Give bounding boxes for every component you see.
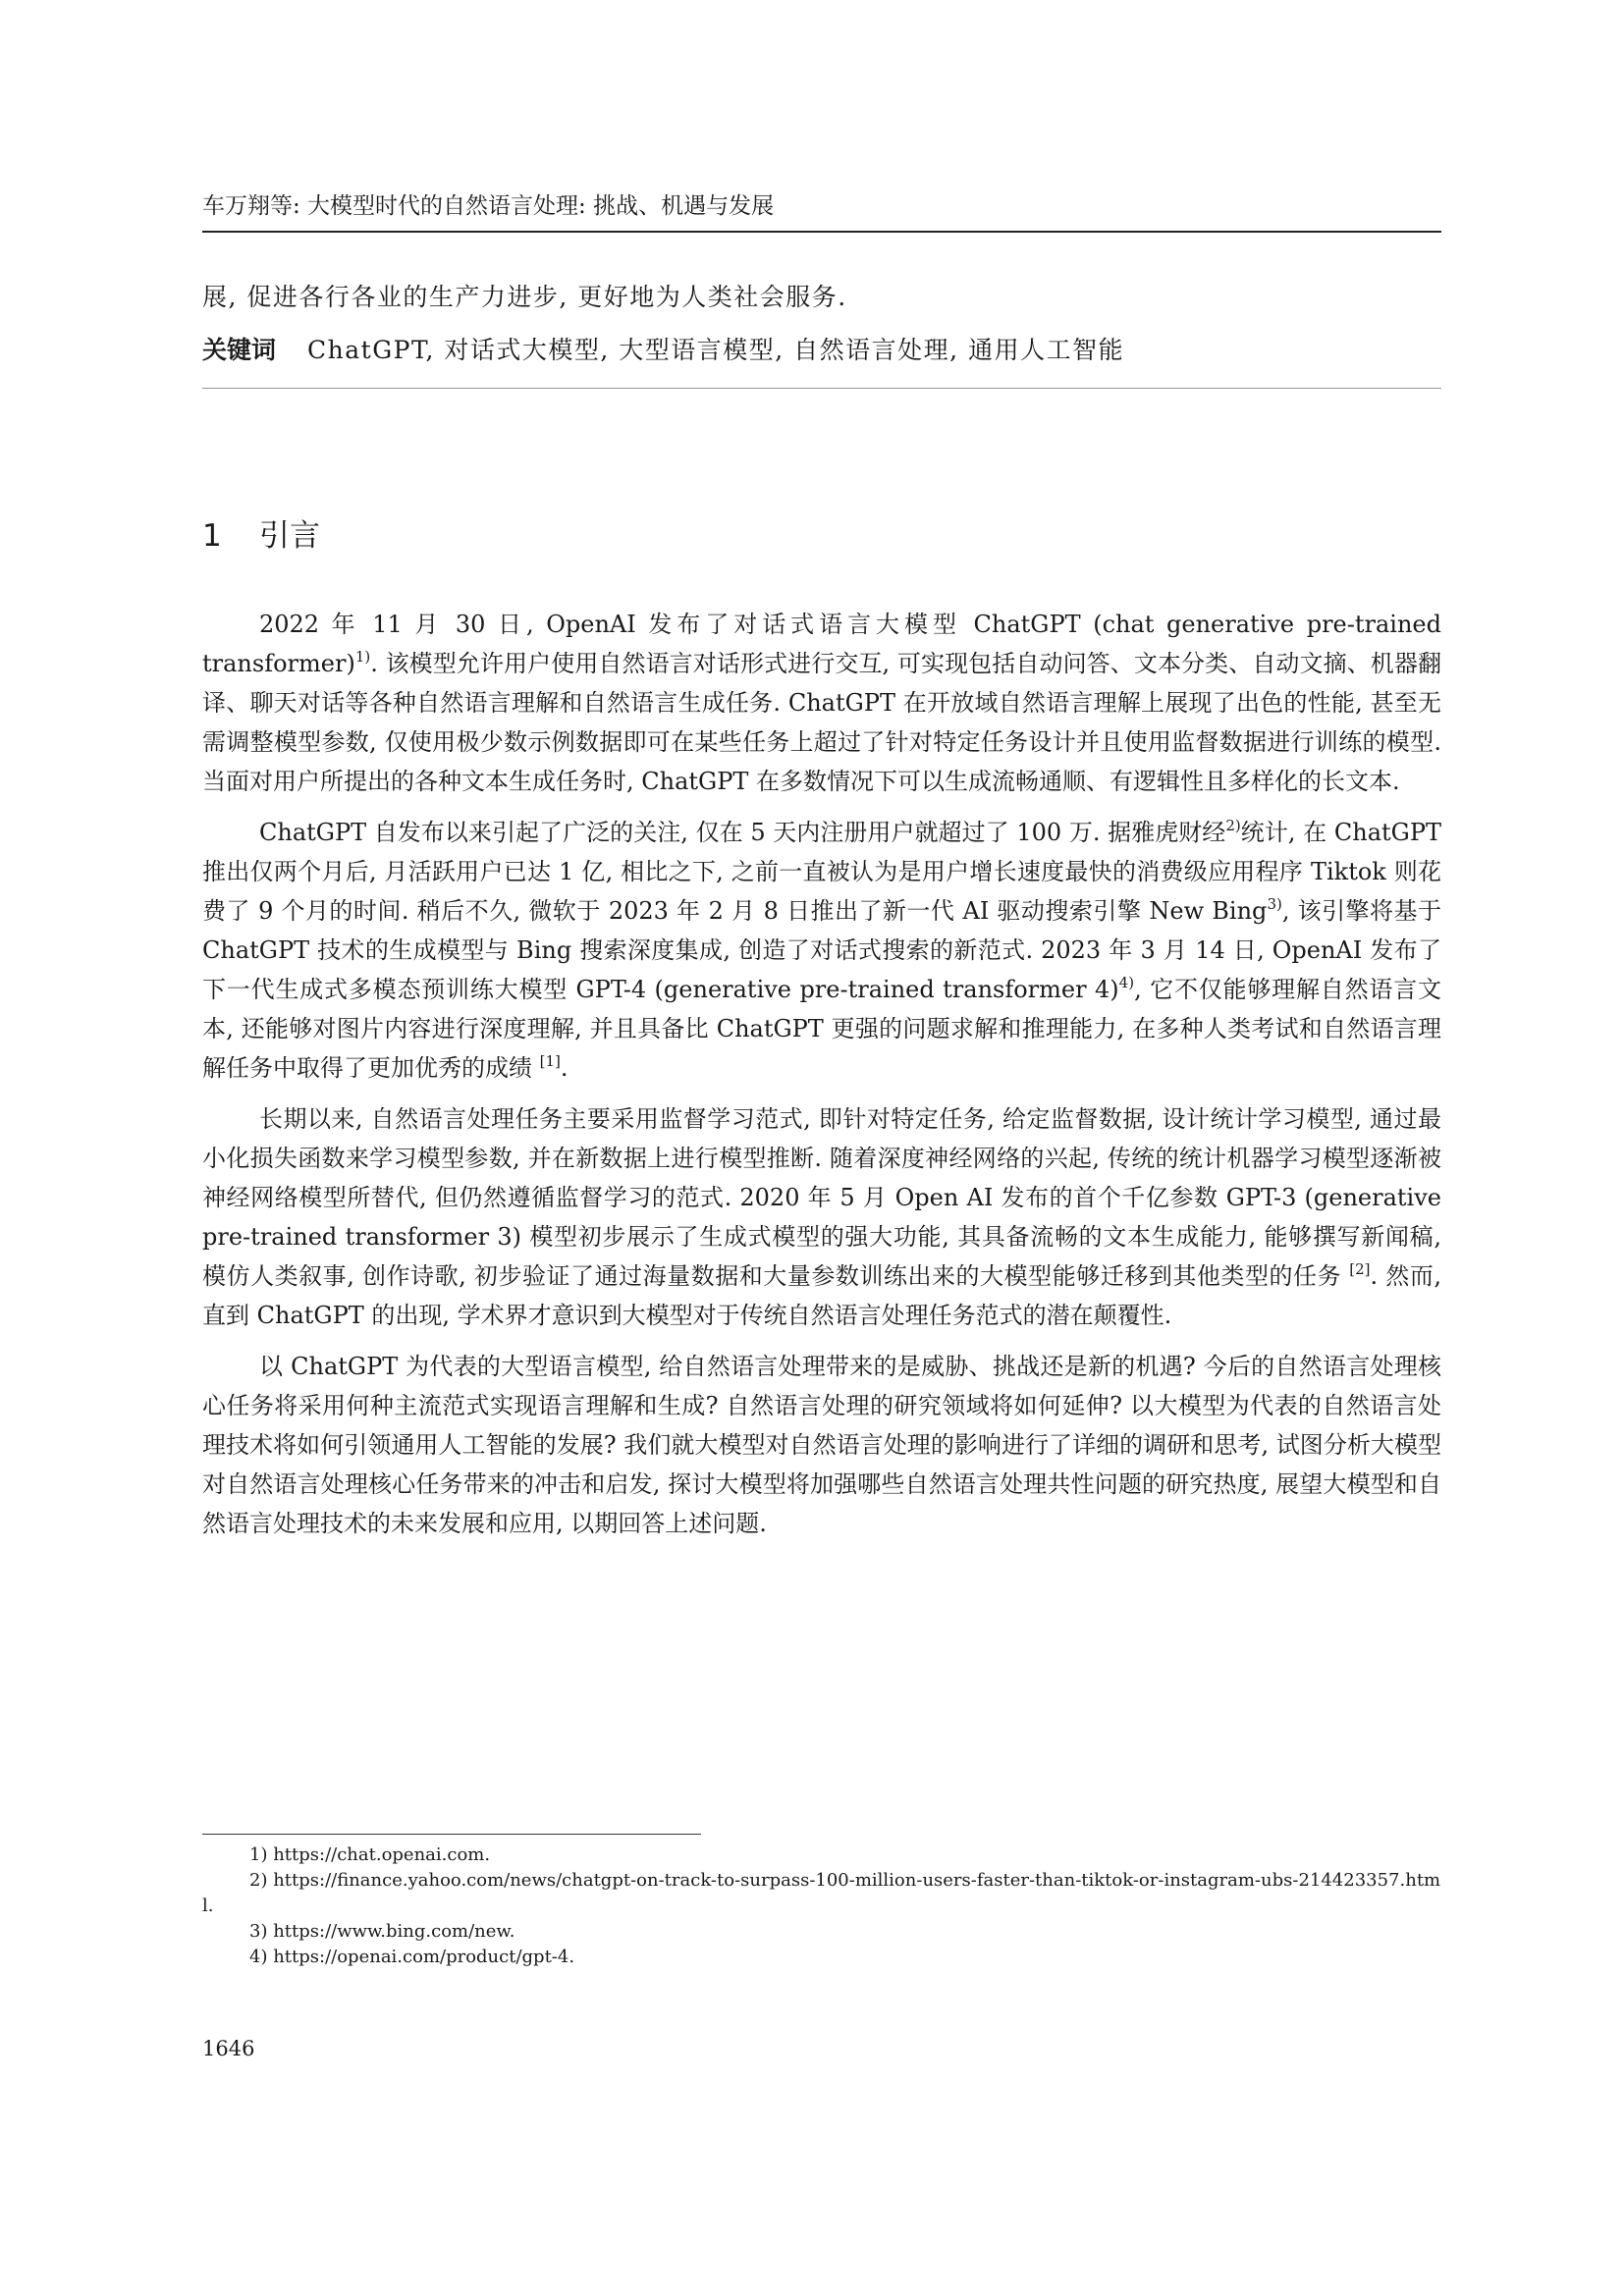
body-text — [202, 605, 1441, 1555]
footnote-4: 4) https://openai.com/product/gpt-4. — [249, 1947, 575, 1967]
section-heading — [202, 516, 320, 556]
citation-1: [1] — [539, 1052, 561, 1070]
section-number: 1 — [202, 518, 222, 554]
paragraph-1: 2022 年 11 月 30 日, OpenAI 发布了对话式语言大模型 ChatGPT (chat generative pre-trained transformer)$^{1)}$. 该模型允许用户使用自然语言对话形式进行交互, 可实现包括自动问答、文本分类、自动文摘、机器翻译、聊天对话等各种自然语言理解和自然语言生成任务. ChatGPT 在开放域自然语言理解上展现了出色的性能, 甚至无需调整模型参数, 仅使用极少数示例数据即可在某些任务上超过了针对特定任务设计并且使用监督数据进行训练的模型. 当面对用户所提出的各种文本生成任务时, ChatGPT 在多数情况下可以生成流畅通顺、有逻辑性且多样化的长文本. — [202, 611, 1441, 795]
footnote-rule — [202, 1834, 701, 1835]
header-rule — [202, 231, 1441, 233]
keywords-label: 关键词 — [202, 336, 277, 364]
keywords-line — [202, 333, 1441, 368]
running-head: 车万翔等: 大模型时代的自然语言处理: 挑战、机遇与发展 — [202, 193, 775, 219]
keywords-text: ChatGPT, 对话式大模型, 大型语言模型, 自然语言处理, 通用人工智能 — [307, 336, 1125, 364]
paragraph-2: ChatGPT 自发布以来引起了广泛的关注, 仅在 5 天内注册用户就超过了 100 万. 据雅虎财经$^{2)}$统计, 在 ChatGPT 推出仅两个月后, 月活跃用户已达 1 亿, 相比之下, 之前一直被认为是用户增长速度最快的消费级应用程序 Tiktok 则花费了 9 个月的时间. 稍后不久, 微软于 2023 年 2 月 8 日推出了新一代 AI 驱动搜索引擎 New Bing$^{3)}$, 该引擎将基于 ChatGPT 技术的生成模型与 Bing 搜索深度集成, 创造了对话式搜索的新范式. 2023 年 3 月 14 日, OpenAI 发布了下一代生成式多模态预训练大模型 GPT-4 (generative pre-trained transformer 4)$^{4)}$, 它不仅能够理解自然语言文本, 还能够对图片内容进行深度理解, 并且具备比 ChatGPT 更强的问题求解和推理能力, 在多种人类考试和自然语言理解任务中取得了更加优秀的成绩 [1]. — [202, 817, 1442, 1082]
footnote-ref-1: 1) — [354, 648, 371, 666]
paper-page — [202, 0, 1441, 2296]
footnote-3: 3) https://www.bing.com/new. — [249, 1921, 515, 1942]
citation-2: [2] — [1349, 1260, 1371, 1278]
footnote-ref-4: 4) — [1118, 974, 1135, 991]
abstract-rule — [202, 388, 1441, 389]
page-number: 1646 — [202, 2037, 255, 2060]
abstract-tail: 展, 促进各行各业的生产力进步, 更好地为人类社会服务. — [202, 283, 847, 311]
paragraph-4: 以 ChatGPT 为代表的大型语言模型, 给自然语言处理带来的是威胁、挑战还是新的机遇? 今后的自然语言处理核心任务将采用何种主流范式实现语言理解和生成? 自然语言处理的研究领域将如何延伸? 以大模型为代表的自然语言处理技术将如何引领通用人工智能的发展? 我们就大模型对自然语言处理的影响进行了详细的调研和思考, 试图分析大模型对自然语言处理核心任务带来的冲击和启发, 探讨大模型将加强哪些自然语言处理共性问题的研究热度, 展望大模型和自然语言处理技术的未来发展和应用, 以期回答上述问题. — [202, 1353, 1441, 1537]
footnote-ref-2: 2) — [1225, 817, 1241, 834]
section-title: 引言 — [259, 518, 320, 554]
footnote-ref-3: 3) — [1267, 895, 1282, 913]
paragraph-3: 长期以来, 自然语言处理任务主要采用监督学习范式, 即针对特定任务, 给定监督数据, 设计统计学习模型, 通过最小化损失函数来学习模型参数, 并在新数据上进行模型推断. 随着深度神经网络的兴起, 传统的统计机器学习模型逐渐被神经网络模型所替代, 但仍然遵循监督学习的范式. 2020 年 5 月 Open AI 发布的首个千亿参数 GPT-3 (generative pre-trained transformer 3) 模型初步展示了生成式模型的强大功能, 其具备流畅的文本生成能力, 能够撰写新闻稿, 模仿人类叙事, 创作诗歌, 初步验证了通过海量数据和大量参数训练出来的大模型能够迁移到其他类型的任务 [2]. 然而, 直到 ChatGPT 的出现, 学术界才意识到大模型对于传统自然语言处理任务范式的潜在颠覆性. — [202, 1105, 1441, 1329]
footnotes — [202, 1842, 1441, 1970]
footnote-2: 2) https://finance.yahoo.com/news/chatgpt-on-track-to-surpass-100-million-users-faster-than-tiktok-or-instagram-ubs-214423357.html. — [202, 1870, 1441, 1916]
footnote-1: 1) https://chat.openai.com. — [249, 1844, 491, 1865]
